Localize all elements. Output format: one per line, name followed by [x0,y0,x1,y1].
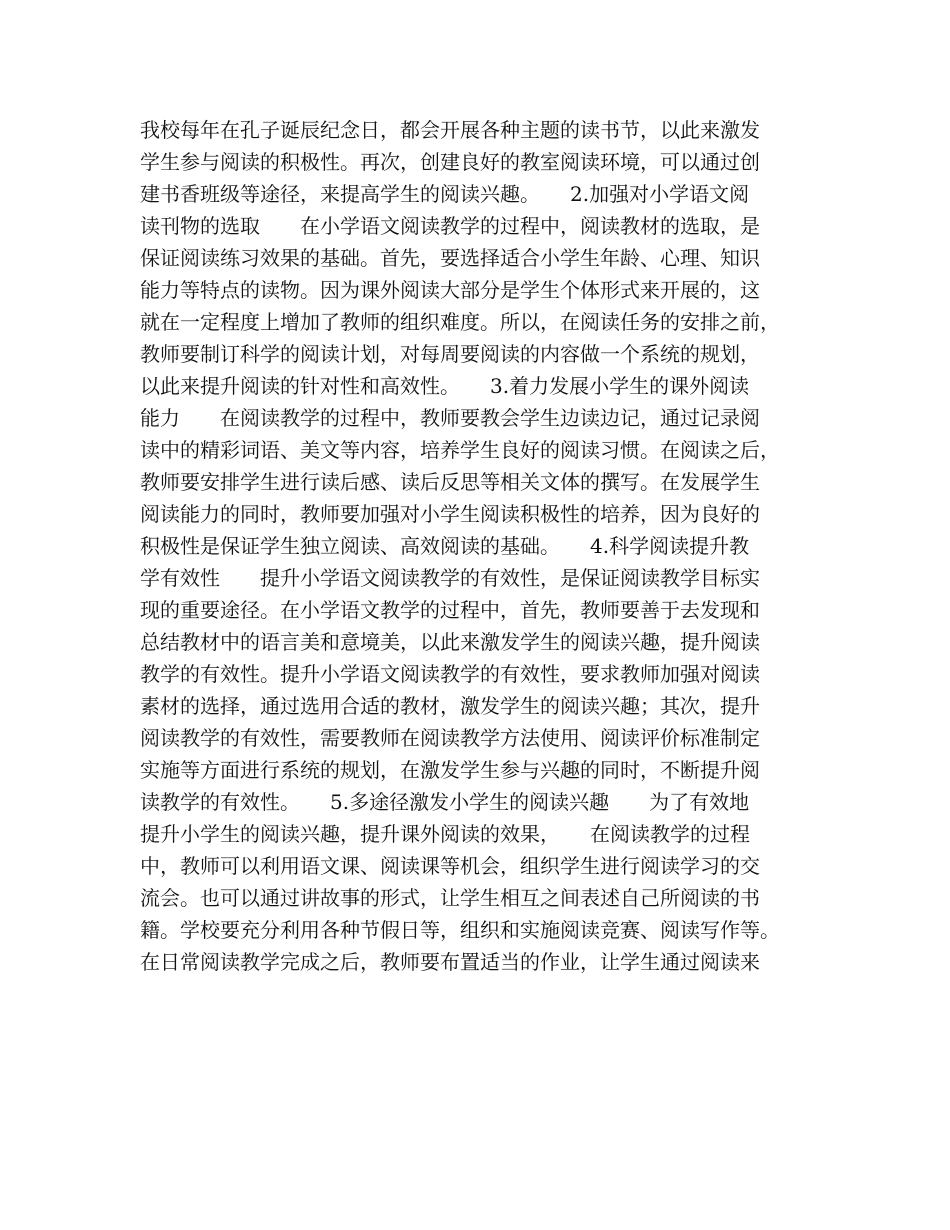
text-line: 以此来提升阅读的针对性和高效性。 3.着力发展小学生的课外阅读 [140,374,750,398]
text-line: 学生参与阅读的积极性。再次，创建良好的教室阅读环境，可以通过创 [140,150,760,174]
text-line: 阅读教学的有效性，需要教师在阅读教学方法使用、阅读评价标准制定 [140,726,760,750]
text-line: 就在一定程度上增加了教师的组织难度。所以，在阅读任务的安排之前， [140,310,780,334]
text-line: 籍。学校要充分利用各种节假日等，组织和实施阅读竞赛、阅读写作等。 [140,918,780,942]
body-text [140,114,830,978]
text-line: 教师要安排学生进行读后感、读后反思等相关文体的撰写。在发展学生 [140,470,760,494]
text-line: 积极性是保证学生独立阅读、高效阅读的基础。 4.科学阅读提升教 [140,534,750,558]
text-line: 能力 在阅读教学的过程中，教师要教会学生边读边记，通过记录阅 [140,406,760,430]
text-line: 教学的有效性。提升小学语文阅读教学的有效性，要求教师加强对阅读 [140,662,760,686]
text-line: 建书香班级等途径，来提高学生的阅读兴趣。 2.加强对小学语文阅 [140,182,750,206]
text-line: 阅读能力的同时，教师要加强对小学生阅读积极性的培养，因为良好的 [140,502,760,526]
text-line: 读教学的有效性。 5.多途径激发小学生的阅读兴趣 为了有效地 [140,790,750,814]
text-line: 保证阅读练习效果的基础。首先，要选择适合小学生年龄、心理、知识 [140,246,760,270]
text-line: 我校每年在孔子诞辰纪念日，都会开展各种主题的读书节，以此来激发 [140,118,760,142]
text-line: 总结教材中的语言美和意境美，以此来激发学生的阅读兴趣，提升阅读 [140,630,760,654]
text-line: 中，教师可以利用语文课、阅读课等机会，组织学生进行阅读学习的交 [140,854,760,878]
text-line: 教师要制订科学的阅读计划，对每周要阅读的内容做一个系统的规划， [140,342,760,366]
text-line: 流会。也可以通过讲故事的形式，让学生相互之间表述自己所阅读的书 [140,886,760,910]
text-line: 提升小学生的阅读兴趣，提升课外阅读的效果， 在阅读教学的过程 [140,822,750,846]
text-line: 素材的选择，通过选用合适的教材，激发学生的阅读兴趣；其次，提升 [140,694,760,718]
text-line: 读刊物的选取 在小学语文阅读教学的过程中，阅读教材的选取，是 [140,214,760,238]
text-line: 实施等方面进行系统的规划，在激发学生参与兴趣的同时，不断提升阅 [140,758,760,782]
text-line: 学有效性 提升小学语文阅读教学的有效性，是保证阅读教学目标实 [140,566,760,590]
text-line: 在日常阅读教学完成之后，教师要布置适当的作业，让学生通过阅读来 [140,950,760,974]
text-line: 现的重要途径。在小学语文教学的过程中，首先，教师要善于去发现和 [140,598,760,622]
text-line: 读中的精彩词语、美文等内容，培养学生良好的阅读习惯。在阅读之后， [140,438,780,462]
text-line: 能力等特点的读物。因为课外阅读大部分是学生个体形式来开展的，这 [140,278,760,302]
